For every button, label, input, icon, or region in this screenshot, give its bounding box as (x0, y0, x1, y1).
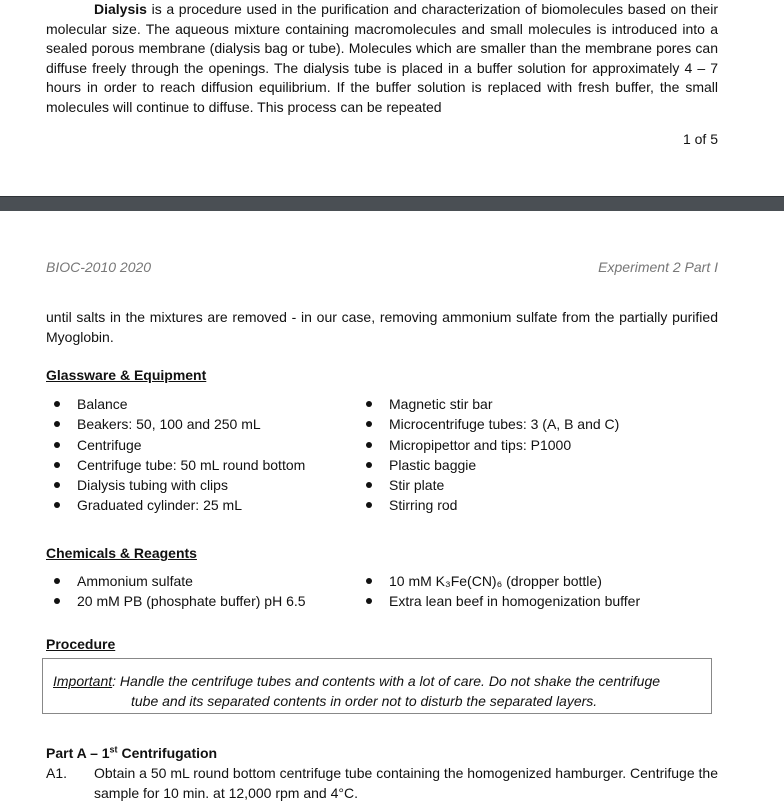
dialysis-intro-text: is a procedure used in the purification and characterization of biomolecules based on their molecular size. The aqueous mixture containing macromolecules and small molecules is introduced into a sealed porous membrane (dialysis bag or tube). Molecules which are smaller than the membrane pores can diffuse freely through the openings. The dialysis tube is placed in a buffer solution for approximately 4 – 7 hours in order to reach diffusion equilibrium. If the buffer solution is replaced with fresh buffer, the small molecules will continue to diffuse. This process can be repeated (46, 1, 718, 115)
list-item: Magnetic stir bar (358, 394, 619, 414)
important-note-line-1 (53, 672, 660, 692)
list-item: 20 mM PB (phosphate buffer) pH 6.5 (46, 591, 306, 611)
glassware-heading: Glassware & Equipment (46, 367, 207, 383)
dialysis-term: Dialysis (94, 1, 147, 17)
part-a-sup: st (109, 744, 118, 755)
procedure-heading: Procedure (46, 636, 116, 652)
glassware-list-right (358, 394, 619, 516)
dialysis-intro-paragraph (46, 0, 718, 117)
chemicals-list-right (358, 571, 640, 612)
page-1 (0, 0, 784, 196)
continuation-text: until salts in the mixtures are removed - in our case, removing ammonium sulfate from the partially purified Myoglobin. (46, 309, 718, 345)
continuation-paragraph (46, 308, 718, 347)
page-separator (0, 196, 784, 211)
step-label-a1: A1. (46, 765, 68, 781)
course-header: BIOC-2010 2020 (46, 259, 152, 275)
list-item: Centrifuge (46, 435, 305, 455)
step-text-a1: Obtain a 50 mL round bottom centrifuge tube containing the homogenized hamburger. Centrifuge the sample for 10 min. at 12,000 rpm and 4°C. (94, 765, 718, 801)
part-a-suffix: Centrifugation (117, 745, 218, 761)
chemicals-heading: Chemicals & Reagents (46, 545, 197, 561)
list-item: Stirring rod (358, 495, 619, 515)
glassware-list-left (46, 394, 305, 516)
list-item: 10 mM K₃Fe(CN)₆ (dropper bottle) (358, 571, 640, 591)
part-a-prefix: Part A – 1 (46, 745, 110, 761)
experiment-header: Experiment 2 Part I (598, 259, 718, 275)
list-item: Micropipettor and tips: P1000 (358, 435, 619, 455)
list-item: Balance (46, 394, 305, 414)
important-label: Important (53, 673, 113, 689)
part-a-title (46, 744, 217, 764)
important-note-box (42, 658, 712, 714)
chemicals-list-left (46, 571, 306, 612)
important-text-1: : Handle the centrifuge tubes and contents with a lot of care. Do not shake the centrifuge (112, 673, 661, 689)
list-item: Extra lean beef in homogenization buffer (358, 591, 640, 611)
list-item: Plastic baggie (358, 455, 619, 475)
list-item: Dialysis tubing with clips (46, 475, 305, 495)
list-item: Beakers: 50, 100 and 250 mL (46, 414, 305, 434)
page-number: 1 of 5 (682, 131, 718, 147)
important-note-line-2: tube and its separated contents in order not to disturb the separated layers. (131, 693, 598, 709)
list-item: Stir plate (358, 475, 619, 495)
list-item: Centrifuge tube: 50 mL round bottom (46, 455, 305, 475)
list-item: Ammonium sulfate (46, 571, 306, 591)
page-2 (0, 210, 784, 805)
list-item: Graduated cylinder: 25 mL (46, 495, 305, 515)
list-item: Microcentrifuge tubes: 3 (A, B and C) (358, 414, 619, 434)
